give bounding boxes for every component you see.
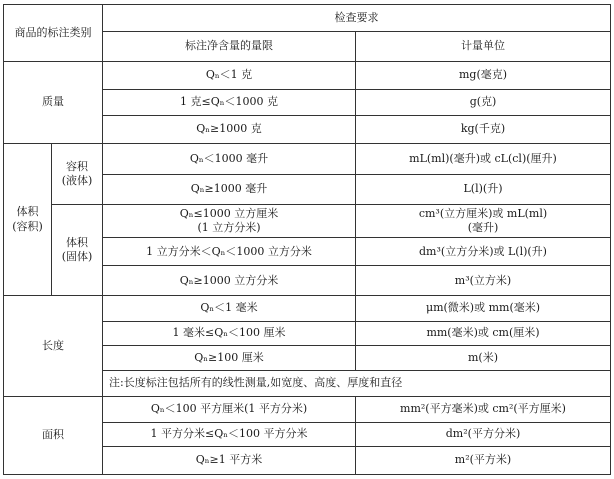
header-unit: 计量单位 [356,31,611,62]
unit-cell: mg(毫克) [356,62,611,90]
unit-cell: mm²(平方毫米)或 cm²(平方厘米) [356,397,611,423]
net-content-unit-table [3,4,611,475]
table-row [4,397,611,423]
table-row [4,296,611,322]
limit-cell: Qₙ≥1000 毫升 [103,174,356,205]
table-header-row [4,5,611,32]
unit-cell: mm(毫米)或 cm(厘米) [356,321,611,346]
limit-cell: Qₙ＜1 克 [103,62,356,90]
limit-cell: 1 毫米≤Qₙ＜100 厘米 [103,321,356,346]
category-mass: 质量 [4,62,103,144]
unit-cell: cm³(立方厘米)或 mL(ml) (毫升) [356,205,611,238]
limit-cell: Qₙ＜100 平方厘米(1 平方分米) [103,397,356,423]
limit-cell: Qₙ≤1000 立方厘米 (1 立方分米) [103,205,356,238]
unit-cell: g(克) [356,89,611,116]
header-label-limit: 标注净含量的量限 [103,31,356,62]
unit-cell: dm²(平方分米) [356,422,611,447]
limit-cell: Qₙ≥100 厘米 [103,346,356,371]
table-row [4,143,611,174]
limit-cell: Qₙ≥1000 克 [103,116,356,144]
length-note: 注:长度标注包括所有的线性测量,如宽度、高度、厚度和直径 [103,370,611,397]
table-row [4,205,611,238]
unit-cell: kg(千克) [356,116,611,144]
category-volume: 体积 (容积) [4,143,52,295]
unit-cell: m²(平方米) [356,447,611,475]
limit-cell: Qₙ＜1 毫米 [103,296,356,322]
unit-cell: m(米) [356,346,611,371]
unit-cell: mL(ml)(毫升)或 cL(cl)(厘升) [356,143,611,174]
unit-cell: μm(微米)或 mm(毫米) [356,296,611,322]
subcategory-liquid: 容积 (液体) [52,143,103,204]
header-requirements: 检查要求 [103,5,611,32]
category-area: 面积 [4,397,103,475]
unit-cell: L(l)(升) [356,174,611,205]
limit-cell: 1 立方分米＜Qₙ＜1000 立方分米 [103,237,356,266]
table-row [4,62,611,90]
category-length: 长度 [4,296,103,397]
limit-cell: Qₙ≥1 平方米 [103,447,356,475]
subcategory-solid: 体积 (固体) [52,205,103,296]
limit-cell: 1 平方分米≤Qₙ＜100 平方分米 [103,422,356,447]
limit-cell: Qₙ≥1000 立方分米 [103,266,356,296]
limit-cell: Qₙ＜1000 毫升 [103,143,356,174]
unit-cell: m³(立方米) [356,266,611,296]
header-category: 商品的标注类别 [4,5,103,62]
unit-cell: dm³(立方分米)或 L(l)(升) [356,237,611,266]
limit-cell: 1 克≤Qₙ＜1000 克 [103,89,356,116]
